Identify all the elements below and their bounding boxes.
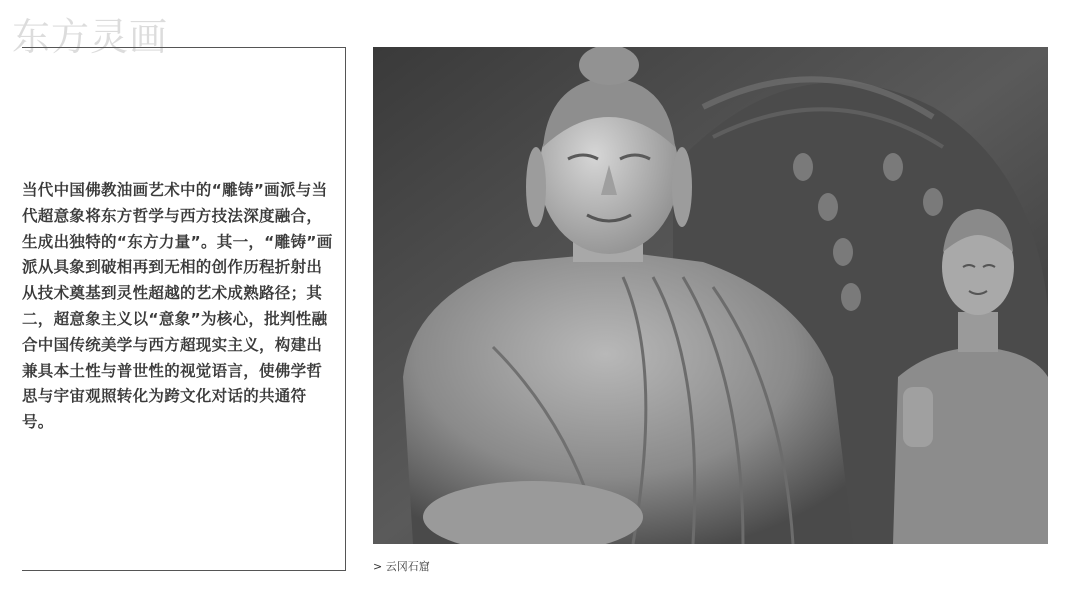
article-body: 当代中国佛教油画艺术中的“雕铸”画派与当代超意象将东方哲学与西方技法深度融合，生成出独特的“东方力量”。其一，“雕铸”画派从具象到破相再到无相的创作历程折射出从技术奠基到灵性超越的艺术成熟路径；其二，超意象主义以“意象”为核心，批判性融合中国传统美学与西方超现实主义，构建出兼具本土性与普世性的视觉语言，使佛学哲思与宇宙观照转化为跨文化对话的共通符号。 [22, 181, 333, 432]
photo-caption: > 云冈石窟 [373, 560, 430, 573]
buddha-statue-illustration [373, 47, 1048, 544]
yungang-grottoes-photo [373, 47, 1048, 544]
page-title-watermark: 东方灵画 [12, 15, 169, 59]
